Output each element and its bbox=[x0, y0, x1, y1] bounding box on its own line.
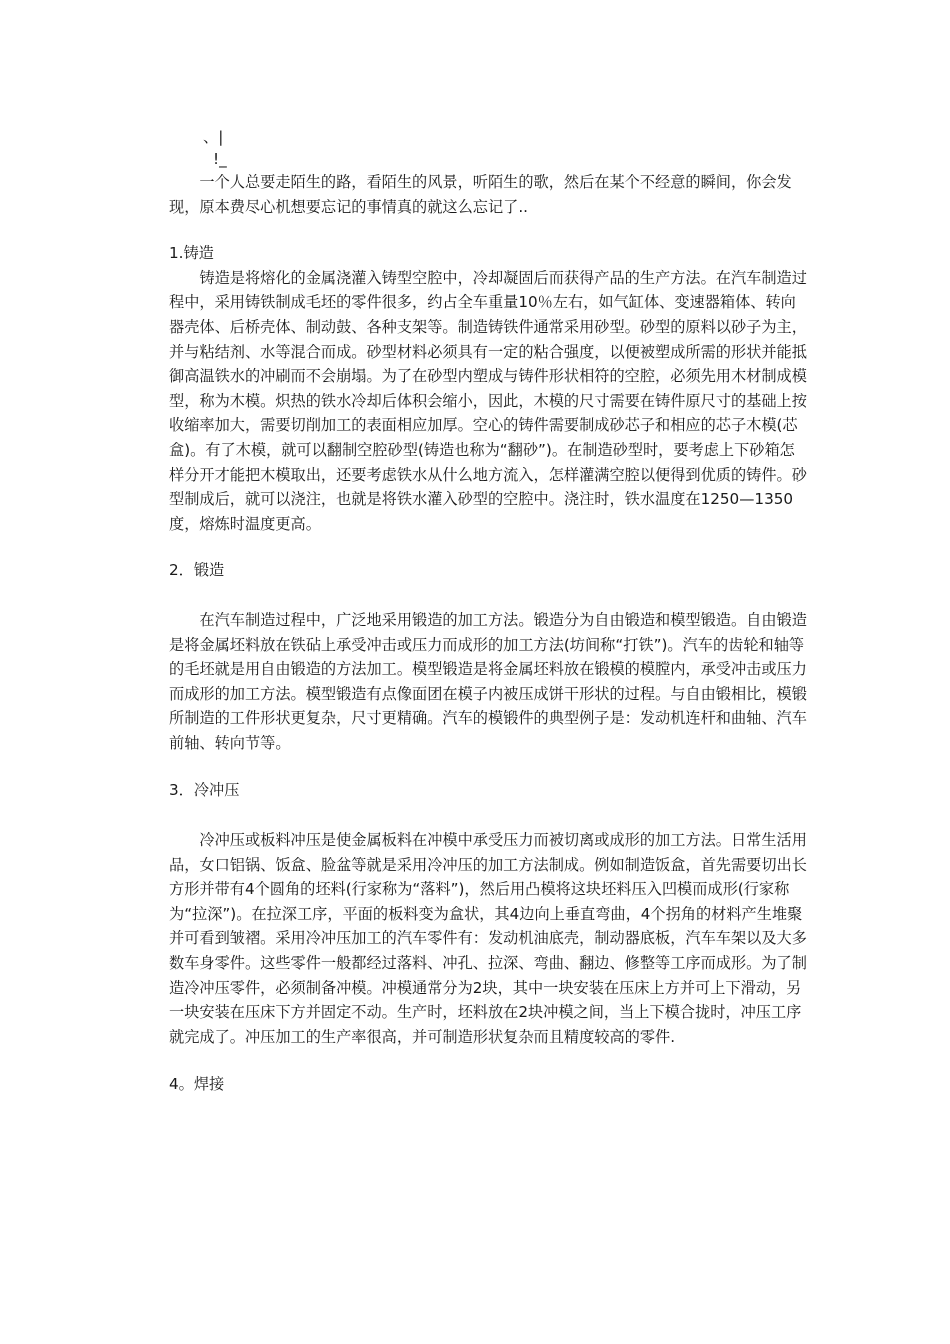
section-body-stamping: 冷冲压或板料冲压是使金属板料在冲模中承受压力而被切离或成形的加工方法。日常生活用品，女口铝锅、饭盒、脸盆等就是采用冷冲压的加工方法制成。例如制造饭盒，首先需要切出长方形并带有4个圆角的坯料(行家称为“落料”)，然后用凸模将这块坯料压入凹模而成形(行家称为“拉深”)。在拉深工序，平面的板料变为盒状，其4边向上垂直弯曲，4个拐角的材料产生堆聚并可看到皱褶。采用冷冲压加工的汽车零件有：发动机油底壳，制动器底板，汽车车架以及大多数车身零件。这些零件一般都经过落料、冲孔、拉深、弯曲、翻边、修整等工序而成形。为了制造冷冲压零件，必须制备冲模。冲模通常分为2块，其中一块安装在压床上方并可上下滑动，另一块安装在压床下方并固定不动。生产时，坯料放在2块冲模之间，当上下模合拢时，冲压工序就完成了。冲压加工的生产率很高，并可制造形状复杂而且精度较高的零件. bbox=[169, 831, 807, 1046]
section-heading-casting: 1.铸造 bbox=[169, 244, 214, 263]
intro-paragraph: 一个人总要走陌生的路，看陌生的风景，听陌生的歌，然后在某个不经意的瞬间，你会发现，原本费尽心机想要忘记的事情真的就这么忘记了.. bbox=[169, 173, 792, 216]
stray-mark-2: !_ bbox=[213, 150, 227, 168]
section-heading-forging: 2．锻造 bbox=[169, 561, 225, 580]
section-heading-stamping: 3．冷冲压 bbox=[169, 781, 240, 800]
section-body-forging: 在汽车制造过程中，广泛地采用锻造的加工方法。锻造分为自由锻造和模型锻造。自由锻造是将金属坯料放在铁砧上承受冲击或压力而成形的加工方法(坊间称“打铁”)。汽车的齿轮和轴等的毛坯就是用自由锻造的方法加工。模型锻造是将金属坯料放在锻模的模膛内，承受冲击或压力而成形的加工方法。模型锻造有点像面团在模子内被压成饼干形状的过程。与自由锻相比，模锻所制造的工件形状更复杂，尺寸更精确。汽车的模锻件的典型例子是：发动机连杆和曲轴、汽车前轴、转向节等。 bbox=[169, 610, 807, 752]
stray-marks bbox=[203, 126, 809, 170]
document-page bbox=[169, 126, 809, 1097]
section-body-casting: 铸造是将熔化的金属浇灌入铸型空腔中，冷却凝固后而获得产品的生产方法。在汽车制造过程中，采用铸铁制成毛坯的零件很多，约占全车重量10％左右，如气缸体、变速器箱体、转向器壳体、后桥壳体、制动鼓、各种支架等。制造铸铁件通常采用砂型。砂型的原料以砂子为主，并与粘结剂、水等混合而成。砂型材料必须具有一定的粘合强度，以便被塑成所需的形状并能抵御高温铁水的冲刷而不会崩塌。为了在砂型内塑成与铸件形状相符的空腔，必须先用木材制成模型，称为木模。炽热的铁水冷却后体积会缩小，因此，木模的尺寸需要在铸件原尺寸的基础上按收缩率加大，需要切削加工的表面相应加厚。空心的铸件需要制成砂芯子和相应的芯子木模(芯盒)。有了木模，就可以翻制空腔砂型(铸造也称为“翻砂”)。在制造砂型时，要考虑上下砂箱怎样分开才能把木模取出，还要考虑铁水从什么地方流入，怎样灌满空腔以便得到优质的铸件。砂型制成后，就可以浇注，也就是将铁水灌入砂型的空腔中。浇注时，铁水温度在1250—1350度，熔炼时温度更高。 bbox=[169, 268, 807, 533]
section-heading-welding: 4。焊接 bbox=[169, 1075, 225, 1094]
stray-mark-1: 、| bbox=[203, 128, 224, 146]
